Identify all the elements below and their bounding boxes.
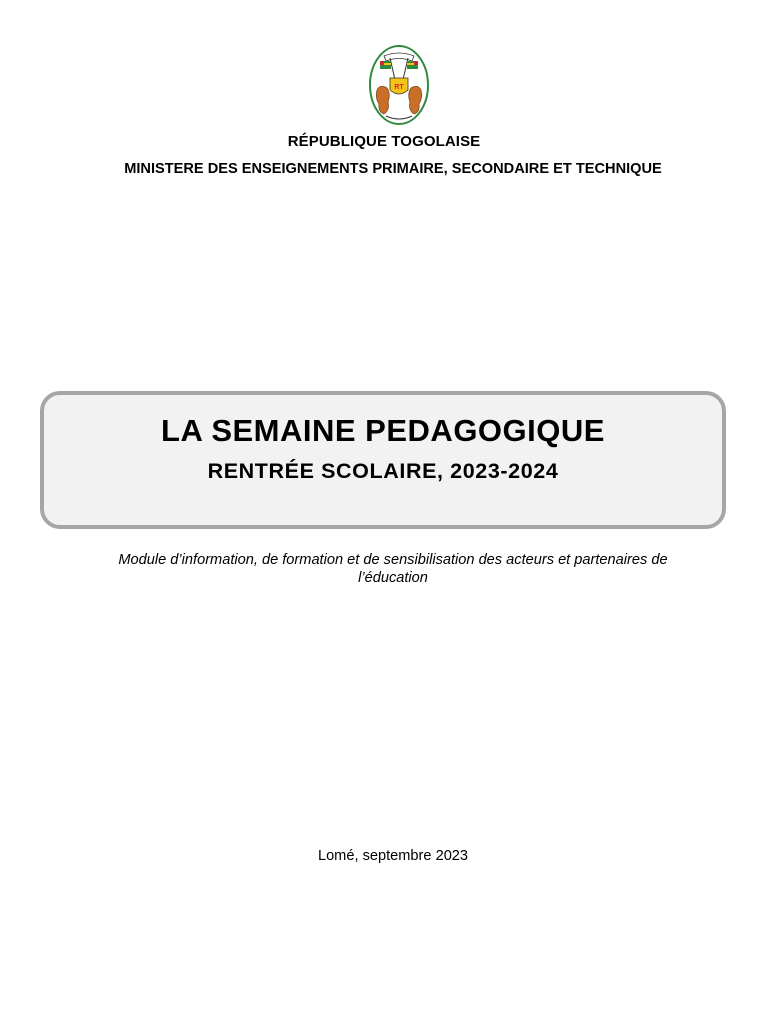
- title-box: [40, 391, 726, 529]
- document-title: LA SEMAINE PEDAGOGIQUE: [161, 413, 605, 448]
- document-subtitle: RENTRÉE SCOLAIRE, 2023-2024: [207, 459, 559, 483]
- republic-heading: RÉPUBLIQUE TOGOLAISE: [287, 133, 481, 150]
- place-date: Lomé, septembre 2023: [317, 848, 469, 864]
- module-description: [90, 551, 696, 587]
- module-description-line1: Module d’information, de formation et de sensibilisation des acteurs et partenaires de: [118, 552, 668, 568]
- ministry-heading: MINISTERE DES ENSEIGNEMENTS PRIMAIRE, SECONDAIRE ET TECHNIQUE: [124, 161, 662, 177]
- emblem-text: RT: [394, 84, 404, 91]
- module-description-line2: l’éducation: [358, 570, 428, 586]
- togo-coat-of-arms-icon: [368, 44, 430, 126]
